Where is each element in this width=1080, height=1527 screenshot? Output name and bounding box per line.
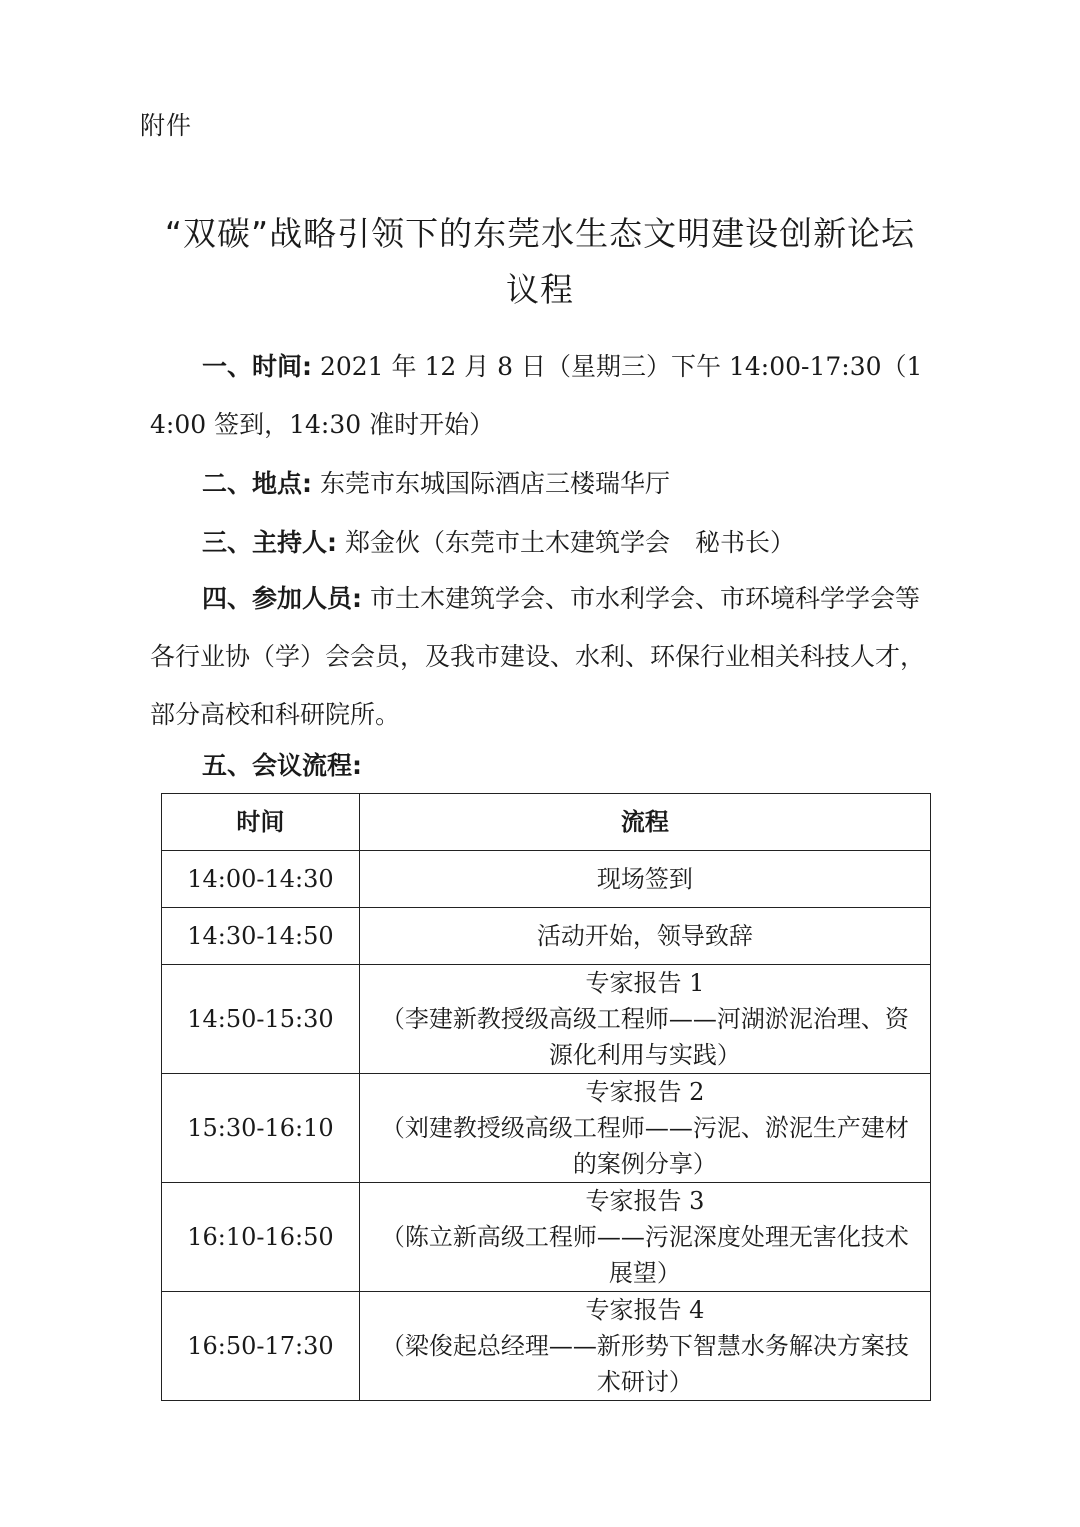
row-flow xyxy=(359,1183,930,1292)
item-time-text: 2021 年 12 月 8 日（星期三）下午 14:00-17:30（14:00 签到，14:30 准时开始） xyxy=(150,352,923,439)
row-flow-title: 现场签到 xyxy=(596,865,693,893)
row-flow-title: 活动开始，领导致辞 xyxy=(536,922,753,950)
attachment-label: 附件 xyxy=(140,111,193,140)
row-flow-detail: （陈立新高级工程师——污泥深度处理无害化技术展望） xyxy=(380,1223,909,1287)
row-flow-detail: （李建新教授级高级工程师——河湖淤泥治理、资源化利用与实践） xyxy=(380,1005,909,1069)
item-host-text: 郑金伙（东莞市土木建筑学会 秘书长） xyxy=(337,528,795,557)
item-time-label: 一、时间: xyxy=(202,352,312,381)
row-time: 15:30-16:10 xyxy=(162,1074,360,1183)
header-flow: 流程 xyxy=(359,794,930,851)
header-time: 时间 xyxy=(162,794,360,851)
row-flow xyxy=(359,908,930,965)
item-location-text: 东莞市东城国际酒店三楼瑞华厅 xyxy=(312,469,670,498)
row-time: 14:00-14:30 xyxy=(162,851,360,908)
item-agenda-label: 五、会议流程: xyxy=(202,751,362,780)
row-time: 14:50-15:30 xyxy=(162,965,360,1074)
table-row xyxy=(162,1292,931,1401)
row-flow-title: 专家报告 4 xyxy=(585,1296,705,1324)
document-title: “双碳”战略引领下的东莞水生态文明建设创新论坛 xyxy=(164,214,916,253)
row-flow xyxy=(359,851,930,908)
row-flow-detail: （梁俊起总经理——新形势下智慧水务解决方案技术研讨） xyxy=(380,1332,909,1396)
row-time: 14:30-14:50 xyxy=(162,908,360,965)
row-time: 16:10-16:50 xyxy=(162,1183,360,1292)
row-flow xyxy=(359,965,930,1074)
row-flow-title: 专家报告 2 xyxy=(585,1078,705,1106)
item-participants-text: 市土木建筑学会、市水利学会、市环境科学学会等各行业协（学）会会员，及我市建设、水利、环保行业相关科技人才，部分高校和科研院所。 xyxy=(150,584,926,729)
item-location xyxy=(150,455,940,513)
table-row xyxy=(162,908,931,965)
row-flow-detail: （刘建教授级高级工程师——污泥、淤泥生产建材的案例分享） xyxy=(380,1114,909,1178)
table-row xyxy=(162,851,931,908)
item-location-label: 二、地点: xyxy=(202,469,312,498)
row-flow-title: 专家报告 3 xyxy=(585,1187,705,1215)
table-row xyxy=(162,1074,931,1183)
schedule-header-row xyxy=(162,794,931,851)
item-participants xyxy=(150,570,940,744)
item-host-label: 三、主持人: xyxy=(202,528,337,557)
table-row xyxy=(162,1183,931,1292)
item-agenda xyxy=(150,737,940,795)
item-time xyxy=(150,338,940,454)
item-participants-label: 四、参加人员: xyxy=(202,584,362,613)
document-subtitle: 议程 xyxy=(506,270,574,309)
row-flow xyxy=(359,1074,930,1183)
schedule-table xyxy=(161,793,931,1401)
row-flow-title: 专家报告 1 xyxy=(585,969,705,997)
row-time: 16:50-17:30 xyxy=(162,1292,360,1401)
row-flow xyxy=(359,1292,930,1401)
table-row xyxy=(162,965,931,1074)
item-host xyxy=(150,514,940,572)
